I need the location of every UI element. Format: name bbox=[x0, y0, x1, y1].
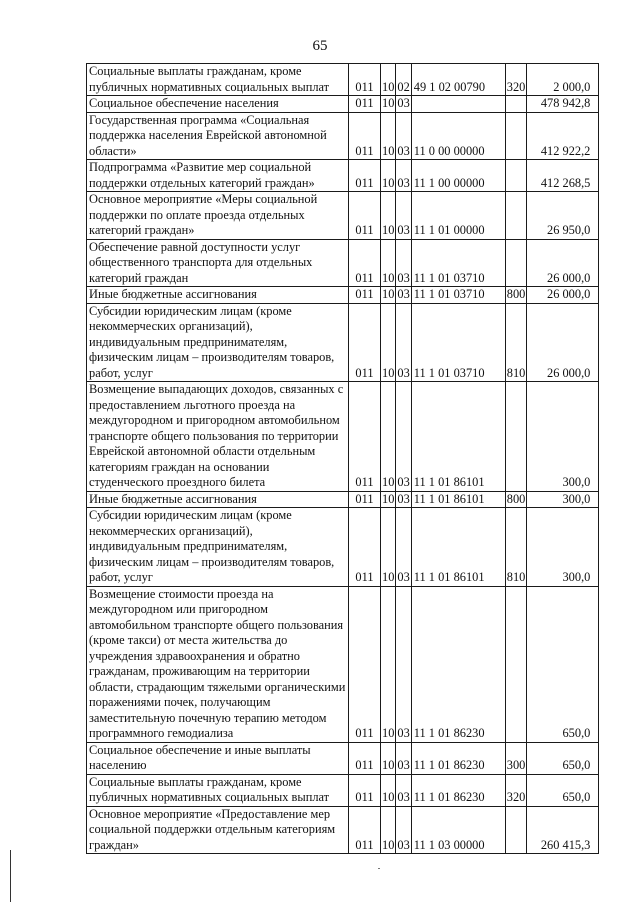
table-row bbox=[87, 192, 599, 240]
expense-name-cell: Подпрограмма «Развитие мер социальной поддержки отдельных категорий граждан» bbox=[87, 160, 349, 192]
amount-cell: 26 950,0 bbox=[527, 192, 599, 240]
budget-table-body bbox=[87, 64, 599, 854]
section-code-cell: 10 bbox=[382, 287, 395, 301]
target-item-cell: 11 1 00 00000 bbox=[411, 160, 505, 192]
margin-mark bbox=[10, 850, 11, 902]
ministry-code-cell: 011 bbox=[349, 742, 381, 774]
expense-type-cell: 800 bbox=[506, 491, 526, 506]
subsection-code-cell: 03 bbox=[396, 586, 411, 742]
expense-name-cell: Социальное обеспечение и иные выплаты населению bbox=[87, 742, 349, 774]
table-row bbox=[87, 806, 599, 854]
ministry-code-cell: 011 bbox=[349, 96, 381, 113]
ministry-code-cell: 011 bbox=[349, 64, 381, 96]
target-item-cell: 11 0 00 00000 bbox=[411, 112, 505, 160]
expense-name-cell: Социальное обеспечение населения bbox=[87, 96, 349, 113]
amount-cell: 650,0 bbox=[527, 774, 599, 806]
target-item-cell: 49 1 02 00790 bbox=[411, 64, 505, 96]
target-item-cell bbox=[411, 96, 505, 113]
expense-name-cell: Иные бюджетные ассигнования bbox=[87, 491, 349, 508]
expense-name-cell: Обеспечение равной доступности услуг общественного транспорта для отдельных категорий граждан bbox=[87, 239, 349, 287]
expense-type-cell bbox=[505, 96, 527, 113]
expense-name-cell: Основное мероприятие «Меры социальной поддержки по оплате проезда отдельных категорий граждан» bbox=[87, 192, 349, 240]
target-item-cell: 11 1 01 03710 bbox=[411, 239, 505, 287]
section-code-cell: 10 bbox=[381, 382, 396, 492]
target-item-cell: 11 1 01 03710 bbox=[411, 287, 505, 304]
section-code-cell: 10 bbox=[381, 508, 396, 587]
ministry-code-cell: 011 bbox=[349, 491, 381, 508]
subsection-code-cell: 03 bbox=[396, 192, 411, 240]
amount-cell: 412 268,5 bbox=[527, 160, 599, 192]
expense-name-cell: Иные бюджетные ассигнования bbox=[87, 287, 349, 304]
expense-name-cell: Социальные выплаты гражданам, кроме публичных нормативных социальных выплат bbox=[87, 64, 349, 96]
page-number: 65 bbox=[312, 38, 328, 54]
ministry-code-cell: 011 bbox=[349, 508, 381, 587]
ministry-code-cell: 011 bbox=[349, 774, 381, 806]
section-code-cell: 10 bbox=[381, 64, 396, 96]
ministry-code-cell: 011 bbox=[349, 160, 381, 192]
expense-type-cell bbox=[505, 806, 527, 854]
target-item-cell: 11 1 01 00000 bbox=[411, 192, 505, 240]
target-item-cell: 11 1 01 86101 bbox=[411, 382, 505, 492]
expense-name-cell: Возмещение выпадающих доходов, связанных с предоставлением льготного проезда на междугородном и пригородном автомобильном транспорте общего пользования по территории Еврейской автономной области отдельным категориям граждан на основании студенческого проездного билета bbox=[87, 382, 349, 492]
expense-type-cell: 320 bbox=[505, 64, 527, 96]
ministry-code-cell: 011 bbox=[349, 586, 381, 742]
target-item-cell: 11 1 03 00000 bbox=[411, 806, 505, 854]
table-row bbox=[87, 491, 599, 508]
amount-cell: 650,0 bbox=[527, 742, 599, 774]
budget-table bbox=[86, 63, 599, 854]
expense-name-cell: Субсидии юридическим лицам (кроме некоммерческих организаций), индивидуальным предпринимателям, физическим лицам – производителям товаров, работ, услуг bbox=[87, 303, 349, 382]
expense-type-cell bbox=[505, 112, 527, 160]
amount-cell: 26 000,0 bbox=[527, 287, 599, 304]
section-code-cell: 10 bbox=[381, 806, 396, 854]
target-item-cell: 11 1 01 86101 bbox=[411, 508, 505, 587]
ministry-code-cell: 011 bbox=[349, 287, 381, 304]
expense-type-cell: 800 bbox=[506, 287, 526, 301]
table-row bbox=[87, 774, 599, 806]
section-code-cell: 10 bbox=[381, 160, 396, 192]
table-row bbox=[87, 586, 599, 742]
expense-type-cell: 810 bbox=[505, 508, 527, 587]
subsection-code-cell: 03 bbox=[397, 96, 410, 110]
expense-type-cell bbox=[505, 239, 527, 287]
amount-cell: 2 000,0 bbox=[527, 64, 599, 96]
subsection-code-cell: 03 bbox=[396, 160, 411, 192]
section-code-cell: 10 bbox=[382, 96, 395, 110]
expense-type-cell: 320 bbox=[505, 774, 527, 806]
expense-type-cell bbox=[505, 586, 527, 742]
expense-name-cell: Государственная программа «Социальная поддержка населения Еврейской автономной области» bbox=[87, 112, 349, 160]
amount-cell: 26 000,0 bbox=[527, 303, 599, 382]
target-item-cell: 11 1 01 03710 bbox=[411, 303, 505, 382]
subsection-code-cell: 02 bbox=[396, 64, 411, 96]
subsection-code-cell: 03 bbox=[396, 806, 411, 854]
target-item-cell: 11 1 01 86230 bbox=[411, 774, 505, 806]
section-code-cell: 10 bbox=[381, 239, 396, 287]
table-row bbox=[87, 239, 599, 287]
expense-type-cell bbox=[505, 160, 527, 192]
amount-cell: 26 000,0 bbox=[527, 239, 599, 287]
section-code-cell: 10 bbox=[381, 112, 396, 160]
table-row bbox=[87, 96, 599, 113]
expense-type-cell bbox=[505, 382, 527, 492]
expense-name-cell: Субсидии юридическим лицам (кроме некоммерческих организаций), индивидуальным предпринимателям, физическим лицам – производителям товаров, работ, услуг bbox=[87, 508, 349, 587]
section-code-cell: 10 bbox=[382, 491, 395, 506]
subsection-code-cell: 03 bbox=[396, 112, 411, 160]
ministry-code-cell: 011 bbox=[349, 239, 381, 287]
ministry-code-cell: 011 bbox=[349, 382, 381, 492]
amount-cell: 412 922,2 bbox=[527, 112, 599, 160]
amount-cell: 650,0 bbox=[527, 586, 599, 742]
subsection-code-cell: 03 bbox=[396, 239, 411, 287]
table-row bbox=[87, 508, 599, 587]
scan-speck bbox=[378, 868, 380, 869]
section-code-cell: 10 bbox=[381, 774, 396, 806]
ministry-code-cell: 011 bbox=[349, 112, 381, 160]
subsection-code-cell: 03 bbox=[396, 303, 411, 382]
expense-type-cell bbox=[505, 192, 527, 240]
expense-type-cell: 300 bbox=[505, 742, 527, 774]
ministry-code-cell: 011 bbox=[349, 806, 381, 854]
table-row bbox=[87, 64, 599, 96]
target-item-cell: 11 1 01 86230 bbox=[411, 586, 505, 742]
table-row bbox=[87, 287, 599, 304]
subsection-code-cell: 03 bbox=[396, 382, 411, 492]
section-code-cell: 10 bbox=[381, 303, 396, 382]
target-item-cell: 11 1 01 86101 bbox=[411, 491, 505, 508]
table-row bbox=[87, 160, 599, 192]
subsection-code-cell: 03 bbox=[396, 508, 411, 587]
expense-name-cell: Возмещение стоимости проезда на междугородном или пригородном автомобильном транспорте общего пользования (кроме такси) от места жительства до учреждения здравоохранения и обратно гражданам, проживающим на территории области, страдающим тяжелыми органическими поражениями почек, получающим заместительную почечную терапию методом программного гемодиализа bbox=[87, 586, 349, 742]
expense-type-cell: 810 bbox=[505, 303, 527, 382]
table-row bbox=[87, 742, 599, 774]
subsection-code-cell: 03 bbox=[397, 287, 410, 301]
amount-cell: 478 942,8 bbox=[527, 96, 599, 113]
section-code-cell: 10 bbox=[381, 586, 396, 742]
ministry-code-cell: 011 bbox=[349, 192, 381, 240]
ministry-code-cell: 011 bbox=[349, 303, 381, 382]
amount-cell: 260 415,3 bbox=[527, 806, 599, 854]
target-item-cell: 11 1 01 86230 bbox=[411, 742, 505, 774]
table-row bbox=[87, 112, 599, 160]
table-row bbox=[87, 382, 599, 492]
table-row bbox=[87, 303, 599, 382]
section-code-cell: 10 bbox=[381, 192, 396, 240]
subsection-code-cell: 03 bbox=[397, 491, 410, 506]
subsection-code-cell: 03 bbox=[396, 742, 411, 774]
section-code-cell: 10 bbox=[381, 742, 396, 774]
expense-name-cell: Основное мероприятие «Предоставление мер социальной поддержки отдельным категориям граждан» bbox=[87, 806, 349, 854]
amount-cell: 300,0 bbox=[527, 491, 599, 508]
subsection-code-cell: 03 bbox=[396, 774, 411, 806]
expense-name-cell: Социальные выплаты гражданам, кроме публичных нормативных социальных выплат bbox=[87, 774, 349, 806]
amount-cell: 300,0 bbox=[527, 382, 599, 492]
amount-cell: 300,0 bbox=[527, 508, 599, 587]
